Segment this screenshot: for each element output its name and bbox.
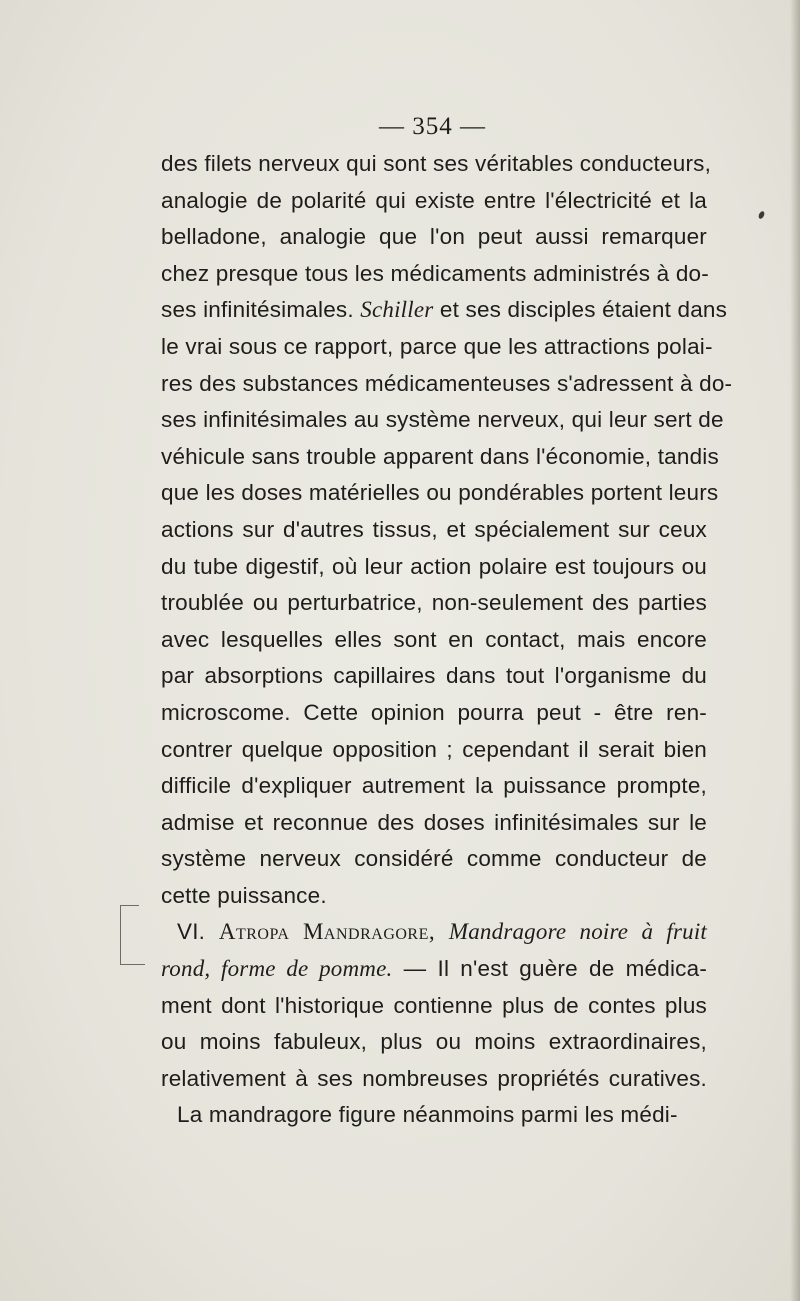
- text-line: relativement à ses nombreuses propriétés curatives.: [161, 1065, 707, 1091]
- section-title: Atropa Mandragore,: [218, 919, 436, 945]
- text-line: difficile d'expliquer autrement la puissance prompte,: [161, 773, 707, 799]
- text-line: belladone, analogie que l'on peut aussi remarquer: [161, 224, 707, 250]
- text-line: res des substances médicamenteuses s'adressent à do-: [161, 370, 733, 396]
- text-line: analogie de polarité qui existe entre l'électricité et la: [161, 187, 707, 213]
- text-line: du tube digestif, où leur action polaire est toujours ou: [161, 553, 707, 579]
- text-line: ou moins fabuleux, plus ou moins extraordinaires,: [161, 1029, 707, 1055]
- text-line: système nerveux considéré comme conducteur de: [161, 846, 707, 872]
- section-common-name: Mandragore noire à fruit: [448, 919, 707, 945]
- text-line: admise et reconnue des doses infinitésimales sur le: [161, 809, 707, 835]
- text-line: des filets nerveux qui sont ses véritables conducteurs,: [161, 151, 712, 176]
- section-number: VI.: [177, 919, 206, 945]
- text-line: actions sur d'autres tissus, et spécialement sur ceux: [161, 516, 707, 542]
- page-number: — 354 —: [379, 113, 486, 140]
- text-line: ment dont l'historique contienne plus de contes plus: [161, 992, 707, 1018]
- text-line: le vrai sous ce rapport, parce que les attractions polai-: [161, 333, 713, 359]
- text-line: contrer quelque opposition ; cependant il serait bien: [161, 736, 707, 762]
- ink-mark: [758, 210, 766, 219]
- text-line: véhicule sans trouble apparent dans l'économie, tandis: [161, 443, 719, 469]
- text-line: ses infinitésimales au système nerveux, qui leur sert de: [161, 407, 724, 433]
- text-line: que les doses matérielles ou pondérables portent leurs: [161, 480, 719, 506]
- text-line: La mandragore figure néanmoins parmi les médi-: [177, 1102, 678, 1128]
- text-line: par absorptions capillaires dans tout l'organisme du: [161, 663, 707, 689]
- text-line: ses infinitésimales. Schiller et ses disciples étaient dans: [161, 297, 728, 323]
- section-heading-line: [161, 914, 707, 951]
- text-line: chez presque tous les médicaments administrés à do-: [161, 260, 709, 286]
- text-line: microscome. Cette opinion pourra peut - être ren-: [161, 699, 707, 725]
- section-common-name-cont: rond, forme de pomme.: [161, 956, 393, 982]
- body-text: [161, 146, 733, 1134]
- text-line: cette puissance.: [161, 882, 327, 908]
- page-edge-shadow: [790, 0, 800, 1301]
- author-name: Schiller: [360, 297, 434, 323]
- text-line: troublée ou perturbatrice, non-seulement des parties: [161, 590, 707, 616]
- margin-bracket-mark: [120, 905, 141, 965]
- text-line: avec lesquelles elles sont en contact, mais encore: [161, 626, 707, 652]
- text-line: rond, forme de pomme. — Il n'est guère de médica-: [161, 956, 708, 982]
